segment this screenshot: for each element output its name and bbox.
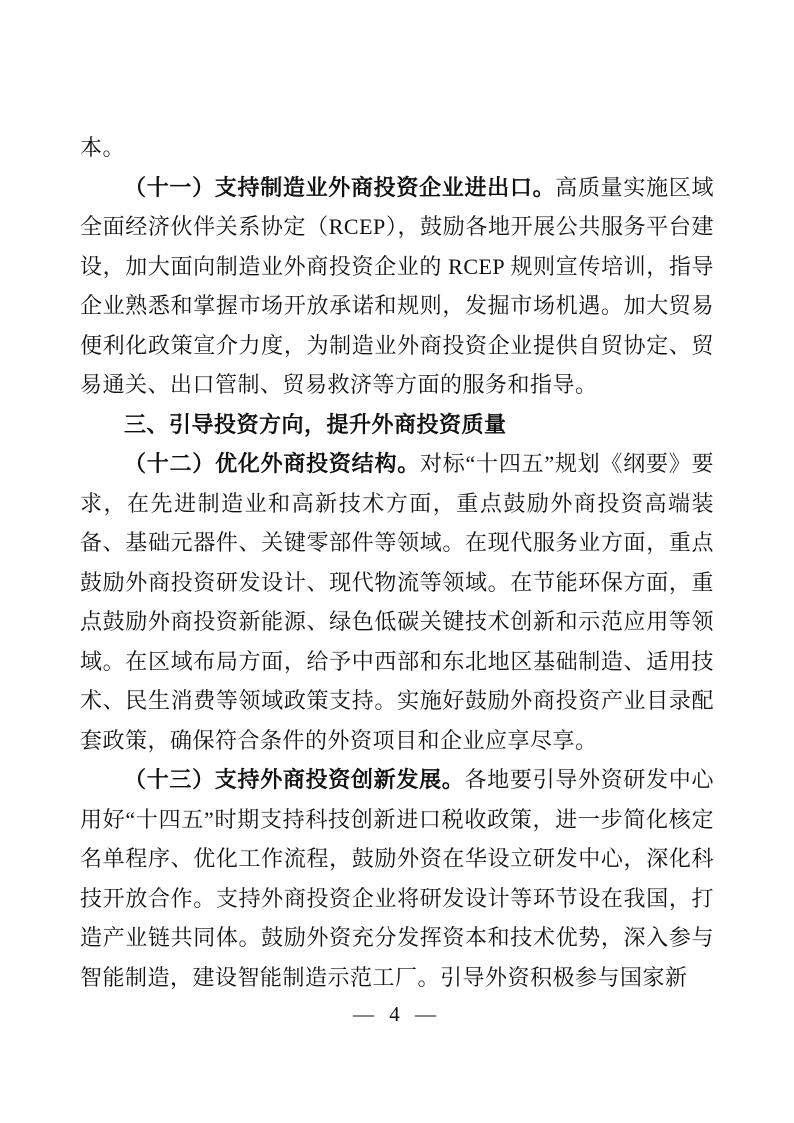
- section-heading-3: 三、引导投资方向，提升外商投资质量: [124, 411, 507, 437]
- paragraph-11-body: 高质量实施区域全面经济伙伴关系协定（RCEP），鼓励各地开展公共服务平台建设，加大面向制造业外商投资企业的 RCEP 规则宣传培训，指导企业熟悉和掌握市场开放承诺和规则，发掘市场机遇。加大贸易便利化政策宣介力度，为制造业外商投资企业提供自贸协定、贸易通关、出口管制、贸易救济等方面的服务和指导。: [80, 174, 714, 397]
- carryover-text: 本。: [80, 135, 126, 160]
- paragraph-carryover: [80, 128, 714, 168]
- paragraph-11: [80, 168, 714, 405]
- paragraph-13-lead: （十三）支持外商投资创新发展。: [124, 767, 465, 792]
- paragraph-13-body: 各地要引导外资研发中心用好“十四五”时期支持科技创新进口税收政策，进一步简化核定名单程序、优化工作流程，鼓励外资在华设立研发中心，深化科技开放合作。支持外商投资企业将研发设计等环节设在我国，打造产业链共同体。鼓励外资充分发挥资本和技术优势，深入参与智能制造，建设智能制造示范工厂。引导外资积极参与国家新: [80, 767, 714, 990]
- paragraph-12: [80, 444, 714, 760]
- page-number: — 4 —: [353, 1002, 441, 1026]
- paragraph-11-lead: （十一）支持制造业外商投资企业进出口。: [124, 174, 556, 200]
- paragraph-12-body: 对标“十四五”规划《纲要》要求，在先进制造业和高新技术方面，重点鼓励外商投资高端装备、基础元器件、关键零部件等领域。在现代服务业方面，重点鼓励外商投资研发设计、现代物流等领域。在节能环保方面，重点鼓励外商投资新能源、绿色低碳关键技术创新和示范应用等领域。在区域布局方面，给予中西部和东北地区基础制造、适用技术、民生消费等领域政策支持。实施好鼓励外商投资产业目录配套政策，确保符合条件的外资项目和企业应享尽享。: [80, 451, 714, 753]
- document-body: [80, 128, 714, 997]
- paragraph-13: [80, 760, 714, 997]
- page-footer: [0, 999, 794, 1029]
- paragraph-12-lead: （十二）优化外商投资结构。: [124, 451, 420, 476]
